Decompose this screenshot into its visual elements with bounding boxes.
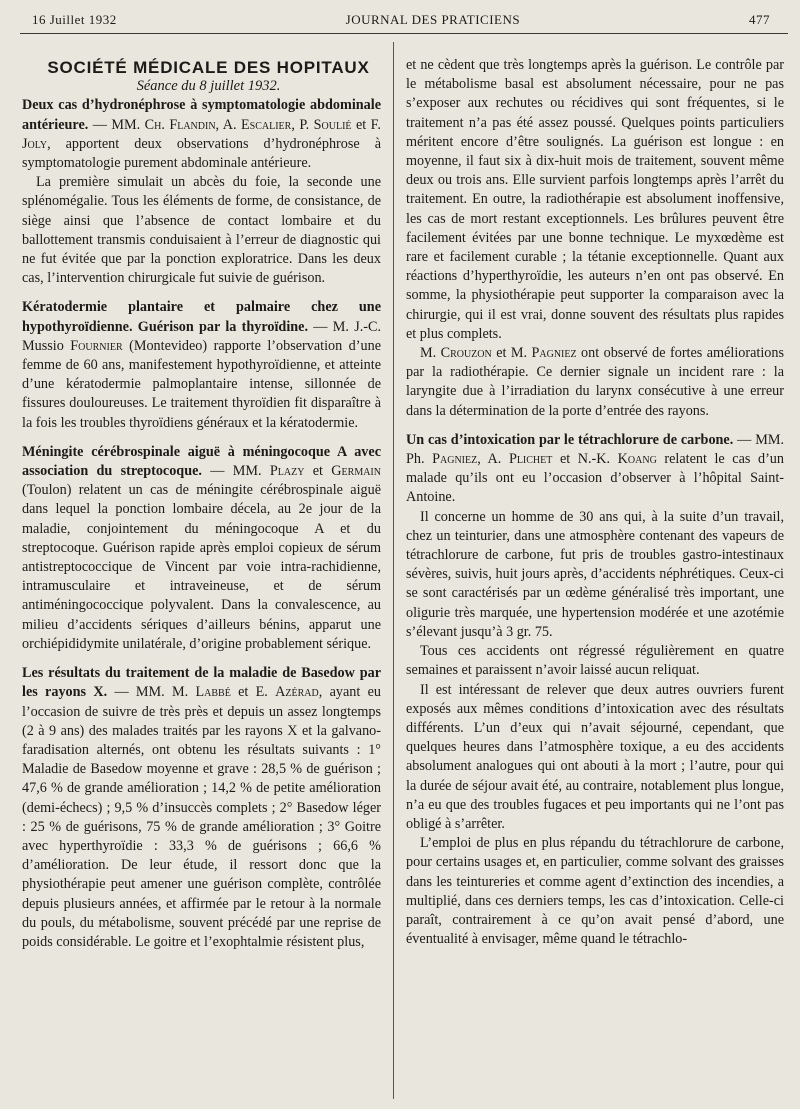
text-run: , P. [291, 116, 314, 133]
author-name: Pagniez [432, 451, 478, 468]
text-run: — MM. [88, 116, 145, 133]
author-name: Germain [331, 463, 381, 480]
author-name: Azérad [275, 684, 319, 701]
header-page-number: 477 [748, 12, 770, 27]
author-name: Labbé [195, 684, 231, 701]
author-name: Fournier [70, 337, 123, 354]
article-paragraph: L’emploi de plus en plus répandu du tétrachlorure de carbone, pour certains usages et, en particulier, comme solvant des graisses dans les teintureries et comme agent d’extinction des incendies, a multiplié, dans ces derniers temps, les cas d’intoxication. Celle-ci paraît, contrairement à ce qu’on avait pensé d’abord, une éventualité à envisager, même quand le tétrachlo- [406, 835, 784, 948]
article-paragraph [22, 664, 381, 952]
article-title: Kératodermie plantaire et palmaire chez une hypothyroïdienne. Guérison par la thyroïdine. [22, 299, 381, 335]
author-name: Koang [617, 451, 657, 468]
text-run: — MM. [201, 463, 270, 480]
text-run: (Montevideo) rapporte l’observation d’une femme de 60 ans, manifestement hypothyroïdienne, et atteinte d’une kératodermie palmoplantaire intense, sillonnée de fissures douloureuses. Le traitement thyroïdien fit disparaître à la fois les troubles thyroïdiens généraux et la kératodermie. [22, 337, 381, 431]
article-tetrachlorure [406, 431, 784, 949]
text-run: , A. [215, 116, 241, 133]
article-keratodermie [22, 298, 381, 432]
text-run: (Toulon) relatent un cas de méningite cérébrospinale aiguë dans lequel la ponction lombaire décela, au 2e jour de la maladie, conjointement du méningocoque A et du streptocoque. Guérison rapide après emploi copieux de sérum antistreptococcique de Vincent par voie intra-rachidienne, intramusculaire et intraveineuse, et de sérum antiméningococcique polyvalent. Dans la convalescence, au milieu d’accidents sériques d’ailleurs bénins, apparut une orchiépididymite unilatérale, d’origine probablement sérique. [22, 482, 381, 652]
text-run: et [304, 463, 332, 480]
column-divider [393, 42, 394, 1099]
society-title: SOCIÉTÉ MÉDICALE DES HOPITAUX [47, 58, 370, 77]
article-paragraph [406, 431, 784, 508]
article-title: Méningite cérébrospinale aiguë à méningocoque A avec association du streptocoque. [22, 443, 381, 480]
text-run: , apportent deux observations d’hydronéphrose à symptomatologie purement abdominale antérieure. [22, 135, 381, 172]
author-name: Plazy [269, 463, 305, 480]
article-paragraph [22, 298, 381, 432]
text-run: et F. [351, 116, 381, 133]
article-paragraph: Il concerne un homme de 30 ans qui, à la suite d’un travail, chez un teinturier, dans une atmosphère contenant des vapeurs de tétrachlorure de carbone, fut pris de troubles gastro-intestinaux sévères, suivis, huit jours après, d’accidents néphrétiques. Ceux-ci se sont caractérisés par un œdème généralisé très important, une oligurie très marquée, une hypertension modérée et une azotémie s’élevant jusqu’à 3 gr. 75. [406, 508, 784, 640]
text-run: et N.-K. [552, 451, 618, 468]
article-paragraph: Tous ces accidents ont régressé régulièrement en quatre semaines et paraissent n’avoir laissé aucun reliquat. [406, 643, 784, 679]
text-run: et E. [230, 684, 276, 701]
author-name: Crouzon [440, 345, 492, 362]
article-basedow [22, 664, 381, 952]
author-name: Pagniez [531, 345, 577, 362]
article-title: Les résultats du traitement de la maladie de Basedow par les rayons X. [22, 665, 381, 701]
text-run: — M. J.-C. Mussio [22, 318, 382, 354]
author-name: Joly [22, 135, 48, 152]
article-paragraph: Il est intéressant de relever que deux autres ouvriers furent exposés aux mêmes conditions d’intoxication avec des résultats différents. L’un d’eux qui n’avait séjourné, cependant, que quelques heures dans l’atmosphère toxique, a eu des accidents absolument analogues qui ont abouti à la mort ; l’autre, pour qui la durée de séjour avait été, au contraire, notablement plus longue, n’a eu que des troubles fugaces et peu importants qui ne l’ont pas obligé à s’arrêter. [406, 681, 784, 832]
right-column [406, 56, 784, 959]
article-paragraph: La première simulait un abcès du foie, la seconde une splénomégalie. Tous les éléments de forme, de consistance, de siège ainsi que l’absence de contact lombaire et du ballottement transmis conduisaient à l’erreur de diagnostic qui ne fut évitée que par la ponction exploratrice. Dans les deux cas, l’intervention chirurgicale fut suivie de guérison. [22, 174, 381, 287]
text-run: et M. [491, 345, 532, 362]
header-journal: JOURNAL DES PRATICIENS [345, 12, 521, 27]
text-run: , A. [477, 451, 509, 468]
text-run: — MM. Ph. [406, 431, 784, 468]
seance-date: Séance du 8 juillet 1932. [136, 78, 281, 95]
author-name: Plichet [508, 451, 553, 468]
text-run: — MM. M. [107, 684, 196, 701]
text-run: ont observé de fortes améliorations par la radiothérapie. Ce dernier signale un incident rare : la laryngite due à l’irradiation du larynx consécutive à une erreur dans la détermination de la porte d’entrée des rayons. [406, 345, 784, 419]
header-rule [20, 33, 788, 34]
article-paragraph [406, 344, 784, 421]
article-hydronephrose [22, 96, 381, 288]
author-name: Ch. Flandin [144, 116, 216, 133]
left-column [22, 58, 381, 962]
article-paragraph [22, 96, 381, 173]
article-meningite [22, 443, 381, 654]
header-date: 16 Juillet 1932 [32, 12, 117, 27]
author-name: Soulié [313, 116, 352, 133]
article-title: Deux cas d’hydronéphrose à symptomatologie abdominale antérieure. [22, 97, 381, 133]
text-run: relatent le cas d’un malade qu’ils ont eu l’occasion d’observer à l’hôpital Saint-Antoine. [406, 451, 784, 506]
text-run: M. [420, 345, 441, 362]
article-title: Un cas d’intoxication par le tétrachlorure de carbone. [406, 431, 734, 448]
article-paragraph: et ne cèdent que très longtemps après la guérison. Le contrôle par le métabolisme basal est absolument nécessaire, pour ne pas s’exposer aux rechutes ou récidives qui sont fréquentes, si le traitement n’a pas été assez poussé. Quelques points particuliers méritent encore d’être soulignés. La guérison est longue : en moyenne, il faut six à dix-huit mois de traitement, souvent même deux ou trois ans. Elle survient parfois longtemps après l’arrêt du traitement. En outre, la radiothérapie est absolument inoffensive, les cas de mort restant exceptionnels. Les brûlures peuvent être facilement évitées par une bonne technique. Le myxœdème est rare et facilement curable ; la tétanie exceptionnelle. Quant aux réactions d’hyperthyroïdie, les auteurs n’en ont pas observé. En somme, la physiothérapie peut supporter la comparaison avec la chirurgie, qui il est vrai, donne souvent des résultats plus rapides et plus complets. [406, 57, 784, 342]
running-head [32, 12, 770, 28]
text-run: , ayant eu l’occasion de suivre de très près et depuis un assez longtemps (2 à 9 ans) des malades traités par les rayons X et la galvano-faradisation alternés, ont obtenu les résultats suivants : 1° Maladie de Basedow moyenne et grave : 28,5 % de guérison ; 47,6 % de grande amélioration ; 14,2 % de petite amélioration (demi-échecs) ; 9,5 % d’insuccès complets ; 2° Basedow léger : 25 % de guérisons, 75 % de grande amélioration ; 3° Goitre avec hyperthyroïdie : 33,3 % de guérisons ; 66,6 % d’amélioration. De leur étude, il ressort donc que la physiothérapie peut amener une guérison complète, contrôlée depuis plusieurs années, et affirmée par le retour à la normale du pouls, du métabolisme, souvent précédé par une reprise de poids considérable. Le goitre et l’exophtalmie résistent plus, [22, 684, 381, 950]
author-name: Escalier [241, 116, 292, 133]
article-paragraph [22, 443, 381, 654]
